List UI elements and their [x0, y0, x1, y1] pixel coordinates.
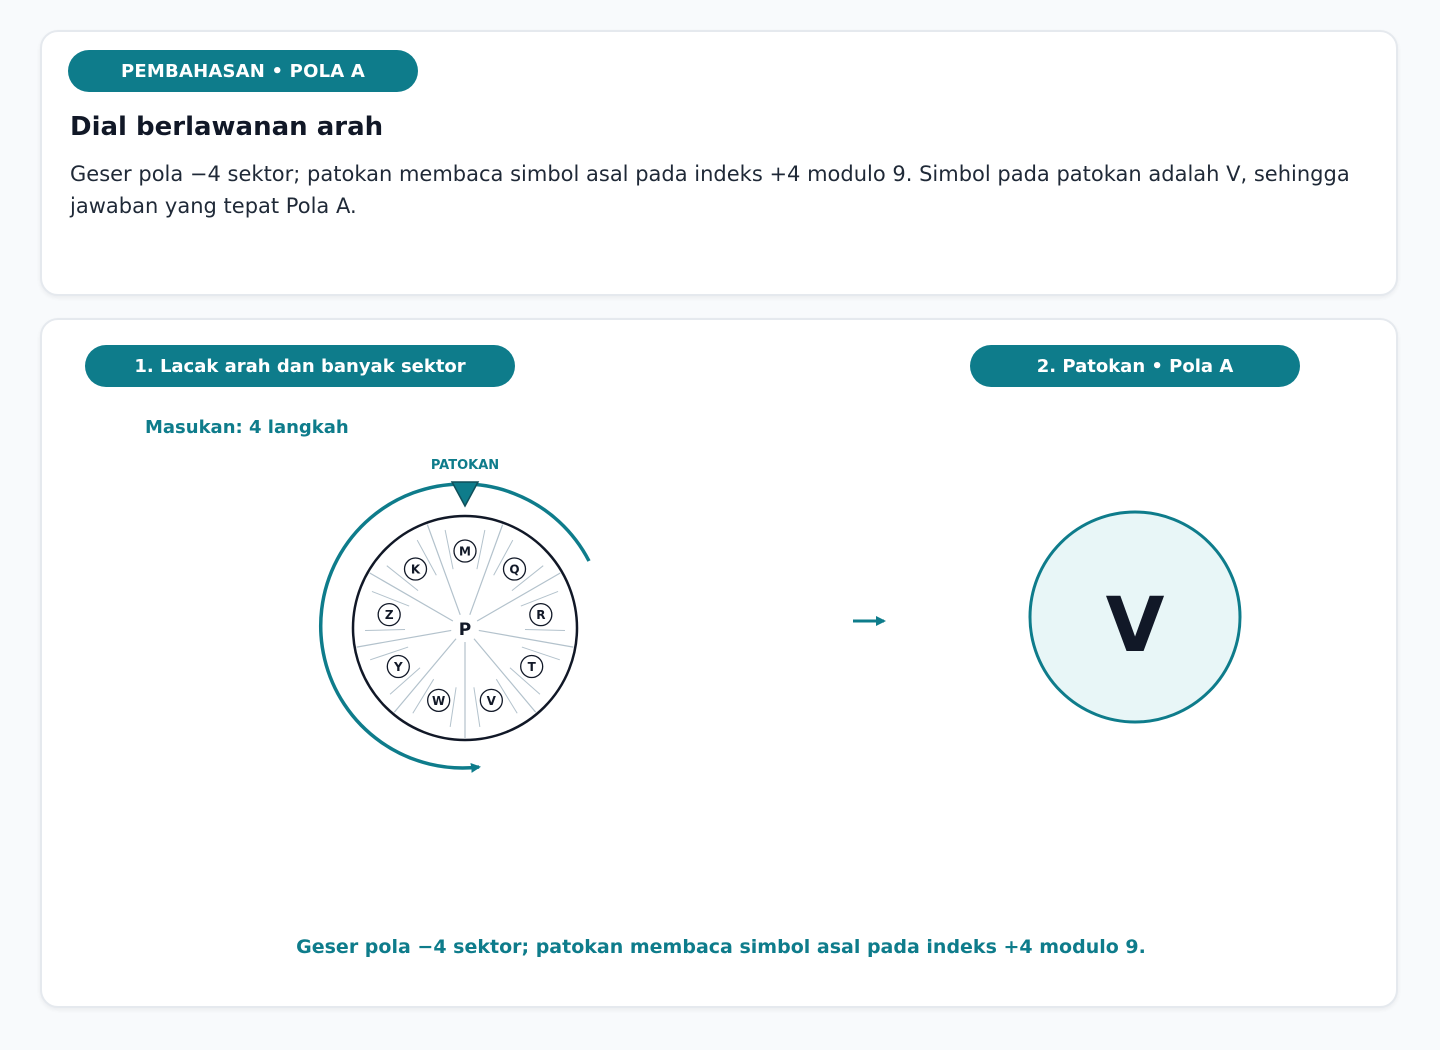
dial-center-symbol: P [458, 620, 472, 640]
marker-label: PATOKAN [430, 458, 500, 473]
dial-symbol-m: M [459, 544, 471, 559]
explanation-title: Dial berlawanan arah [70, 112, 384, 142]
dial-symbol-k: K [410, 562, 421, 577]
result-symbol: V [1105, 580, 1165, 669]
dial-diagram [42, 320, 1396, 1006]
dial-symbol-y: Y [393, 660, 403, 674]
explanation-badge: PEMBAHASAN • POLA A [68, 50, 418, 92]
step-2-label: 2. Patokan • Pola A [970, 345, 1300, 387]
dial-symbol-r: R [536, 608, 546, 623]
step-1-label: 1. Lacak arah dan banyak sektor [85, 345, 515, 387]
dial-symbol-t: T [527, 660, 536, 674]
marker-triangle-icon [452, 482, 478, 506]
dial-symbol-v: V [486, 693, 496, 708]
input-label: Masukan: 4 langkah [145, 417, 349, 438]
dial-symbol-z: Z [384, 608, 394, 623]
explanation-description: Geser pola −4 sektor; patokan membaca simbol asal pada indeks +4 modulo 9. Simbol pada patokan adalah V, sehingga jawaban yang tepat Pola A. [70, 162, 1350, 218]
dial-symbol-q: Q [509, 562, 520, 577]
diagram-card [40, 318, 1398, 1008]
explanation-card [40, 30, 1398, 296]
dial-symbol-w: W [432, 693, 446, 708]
footer-note: Geser pola −4 sektor; patokan membaca simbol asal pada indeks +4 modulo 9. [296, 936, 1146, 958]
